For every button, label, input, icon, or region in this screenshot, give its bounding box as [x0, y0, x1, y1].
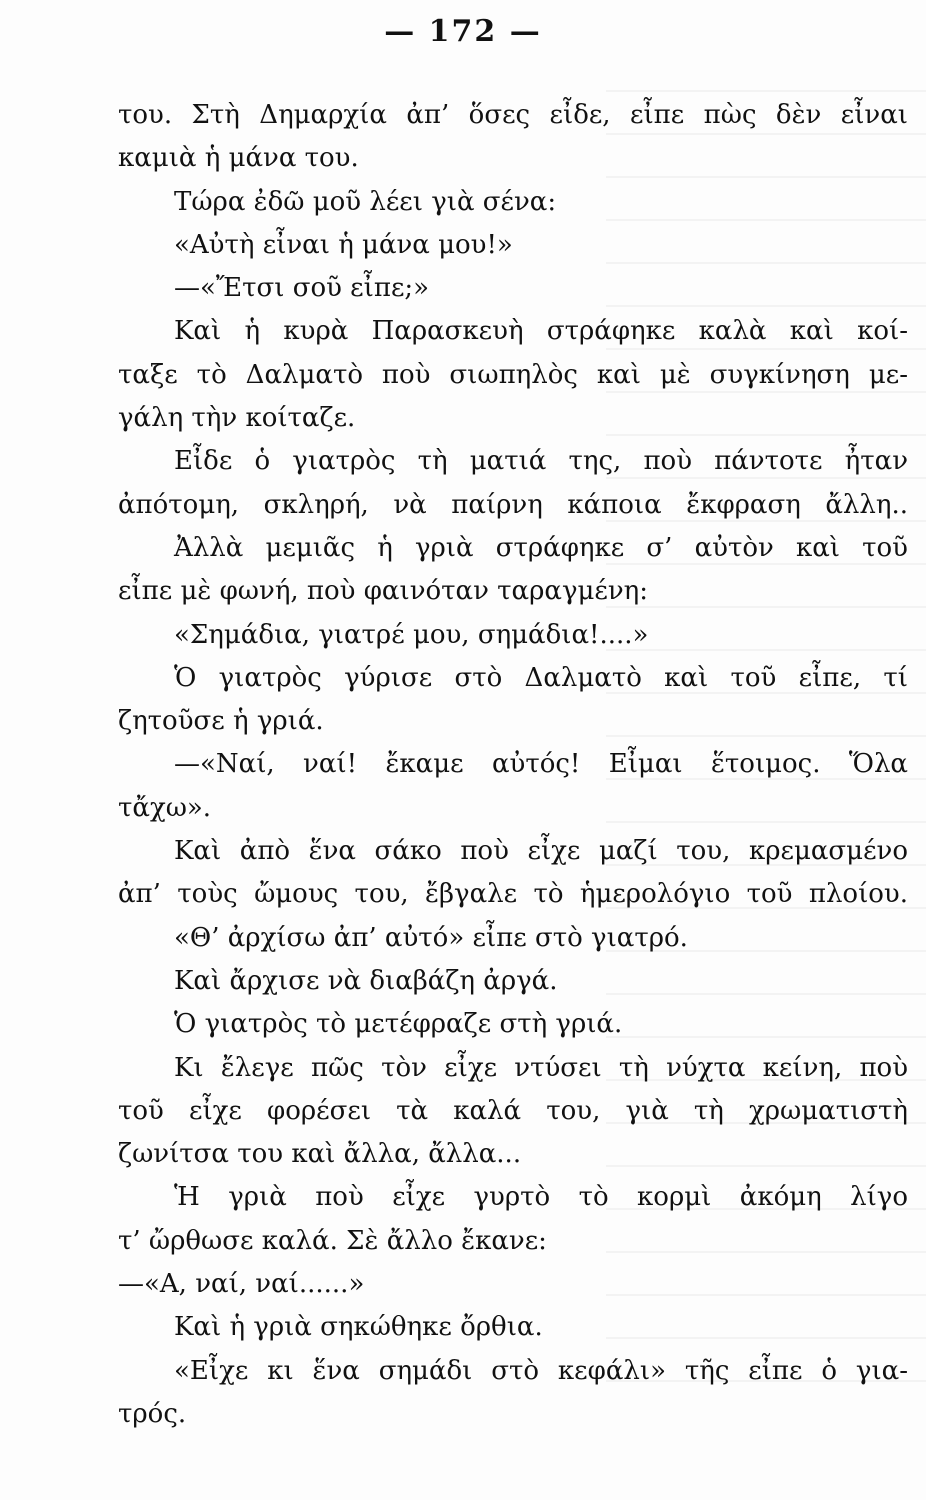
text-line: καμιὰ ἡ μάνα του.: [118, 143, 359, 174]
text-line: τ’ ὤρθωσε καλά. Σὲ ἄλλο ἔκανε:: [118, 1225, 547, 1256]
text-line: «Σημάδια, γιατρέ μου, σημάδια!....»: [174, 619, 649, 650]
text-line: του. Στὴ Δημαρχία ἀπ’ ὅσες εἶδε, εἶπε πὼς δὲν εἶναι: [118, 100, 908, 130]
text-line: Τώρα ἐδῶ μοῦ λέει γιὰ σένα:: [174, 186, 557, 217]
text-line: —«Ἔτσι σοῦ εἶπε;»: [174, 273, 430, 304]
text-line: Εἶδε ὁ γιατρὸς τὴ ματιά της, ποὺ πάντοτε ἦταν: [174, 446, 908, 477]
text-line: Ὁ γιατρὸς γύρισε στὸ Δαλματὸ καὶ τοῦ εἶπε, τί: [174, 662, 908, 693]
text-line: Ἡ γριὰ ποὺ εἶχε γυρτὸ τὸ κορμὶ ἀκόμη λίγο: [174, 1182, 908, 1213]
text-line: ἀπ’ τοὺς ὤμους του, ἔβγαλε τὸ ἡμερολόγιο τοῦ πλοίου.: [118, 879, 908, 910]
text-line: «Θ’ ἀρχίσω ἀπ’ αὐτό» εἶπε στὸ γιατρό.: [174, 922, 688, 953]
text-line: Καὶ ἡ γριὰ σηκώθηκε ὄρθια.: [174, 1312, 543, 1343]
text-line: ζητοῦσε ἡ γριά.: [118, 706, 324, 737]
body-text: [118, 94, 908, 1436]
text-line: ζωνίτσα του καὶ ἄλλα, ἄλλα...: [118, 1139, 522, 1170]
text-line: «Εἶχε κι ἕνα σημάδι στὸ κεφάλι» τῆς εἶπε ὁ για-: [174, 1355, 908, 1386]
text-line: —«Ναί, ναί! ἔκαμε αὐτός! Εἶμαι ἕτοιμος. Ὅλα: [174, 749, 908, 780]
text-line: ταξε τὸ Δαλματὸ ποὺ σιωπηλὸς καὶ μὲ συγκίνηση με-: [118, 359, 908, 390]
text-line: Καὶ ἀπὸ ἕνα σάκο ποὺ εἶχε μαζί του, κρεμασμένο: [174, 836, 908, 867]
text-line: Ἀλλὰ μεμιᾶς ἡ γριὰ στράφηκε σ’ αὐτὸν καὶ τοῦ: [174, 532, 908, 563]
text-line: Καὶ ἡ κυρὰ Παρασκευὴ στράφηκε καλὰ καὶ κοί-: [174, 316, 908, 347]
text-line: τἄχω».: [118, 792, 212, 823]
text-line: Καὶ ἄρχισε νὰ διαβάζη ἀργά.: [174, 965, 558, 996]
text-line: ἀπότομη, σκληρή, νὰ παίρνη κάποια ἔκφραση ἄλλη..: [118, 489, 908, 520]
text-line: Κι ἔλεγε πῶς τὸν εἶχε ντύσει τὴ νύχτα κείνη, ποὺ: [174, 1052, 908, 1083]
text-line: τρός.: [118, 1398, 187, 1429]
text-line: «Αὐτὴ εἶναι ἡ μάνα μου!»: [174, 229, 513, 260]
page-number: — 172 —: [384, 14, 542, 49]
text-line: εἶπε μὲ φωνή, ποὺ φαινόταν ταραγμένη:: [118, 576, 648, 607]
text-line: —«Α, ναί, ναί......»: [118, 1269, 365, 1300]
text-line: τοῦ εἶχε φορέσει τὰ καλά του, γιὰ τὴ χρωματιστὴ: [118, 1095, 908, 1126]
text-line: γάλη τὴν κοίταζε.: [118, 403, 356, 434]
text-line: Ὁ γιατρὸς τὸ μετέφραζε στὴ γριά.: [174, 1009, 623, 1040]
